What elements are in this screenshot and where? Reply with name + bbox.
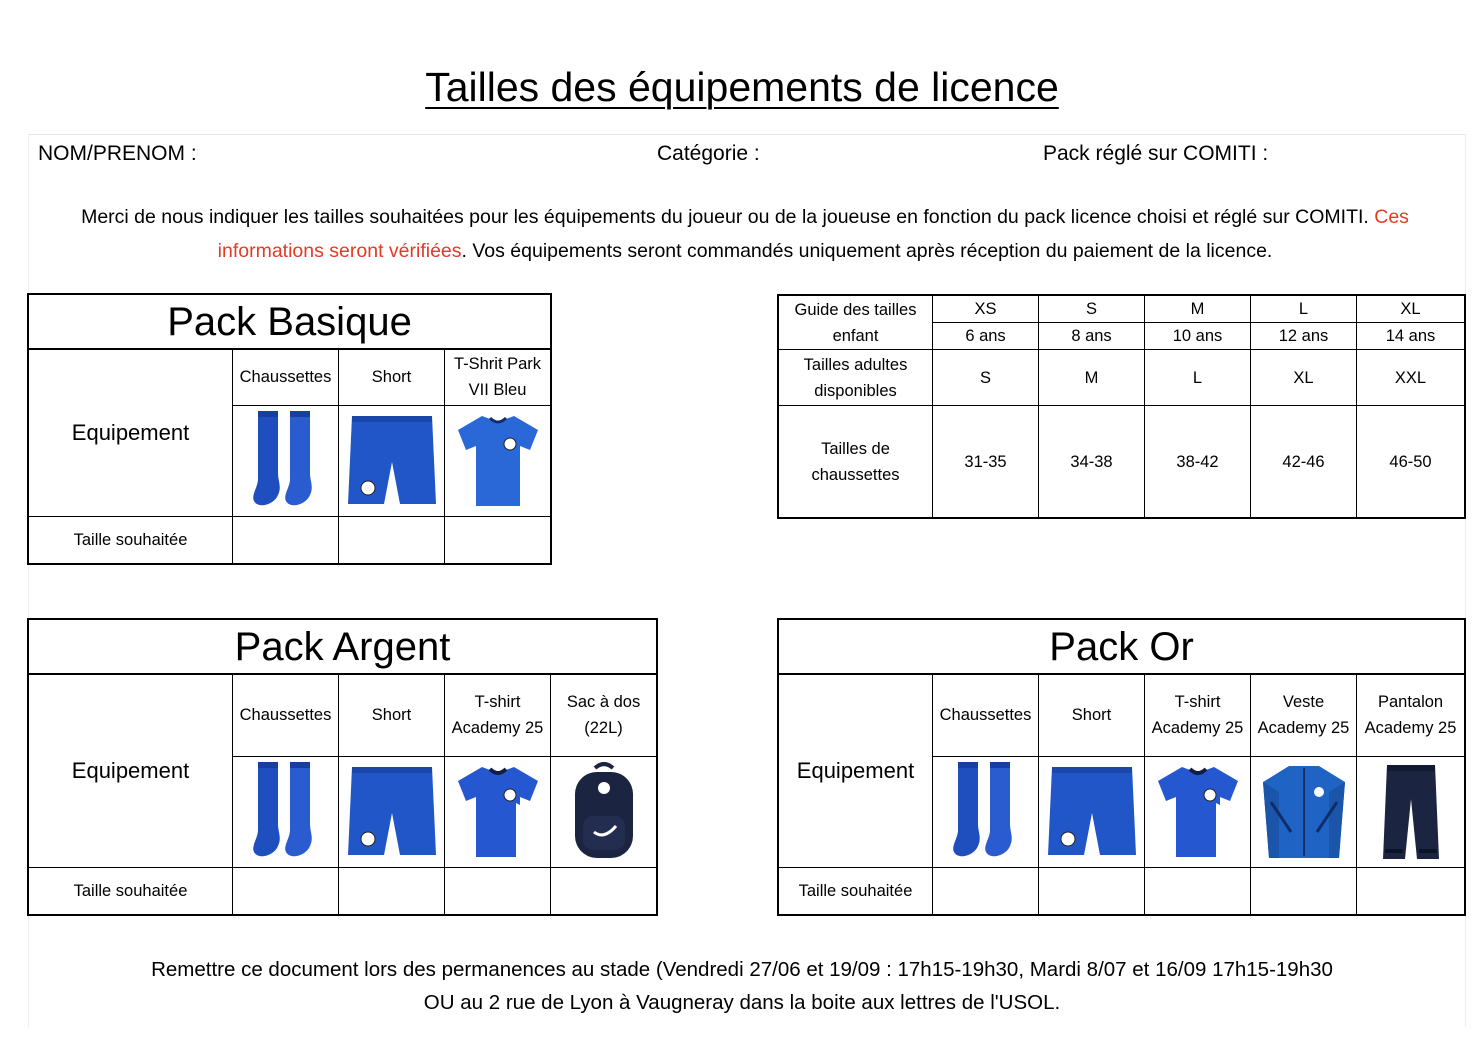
pack-paid-field-label: Pack réglé sur COMITI : (1043, 142, 1269, 165)
short-image (339, 756, 445, 867)
pack-or-size-input-jacket[interactable] (1251, 867, 1357, 914)
guide-age-6: 6 ans (933, 323, 1039, 350)
guide-adult-label: Tailles adultes disponibles (779, 350, 933, 406)
pack-or-size-input-pants[interactable] (1357, 867, 1465, 914)
guide-socks-2: 34-38 (1039, 406, 1145, 518)
pack-argent-item-short: Short (339, 674, 445, 756)
guide-socks-label: Tailles de chaussettes (779, 406, 933, 518)
pack-argent-item-tshirt: T-shirt Academy 25 (445, 674, 551, 756)
backpack-image (551, 756, 657, 867)
pack-basique-item-socks: Chaussettes (233, 349, 339, 405)
guide-adult-xl: XL (1251, 350, 1357, 406)
pack-or-equipment-label: Equipement (779, 674, 933, 867)
guide-socks-4: 42-46 (1251, 406, 1357, 518)
pack-or-size-input-socks[interactable] (933, 867, 1039, 914)
pack-basique-table (28, 294, 551, 564)
guide-age-14: 14 ans (1357, 323, 1465, 350)
pack-basique-size-input-socks[interactable] (233, 516, 339, 563)
short-image (339, 405, 445, 516)
page-title: Tailles des équipements de licence (425, 64, 1059, 110)
guide-adult-m: M (1039, 350, 1145, 406)
pack-argent-item-socks: Chaussettes (233, 674, 339, 756)
pack-basique-item-short: Short (339, 349, 445, 405)
short-image (1039, 756, 1145, 867)
pack-argent-size-input-backpack[interactable] (551, 867, 657, 914)
guide-socks-1: 31-35 (933, 406, 1039, 518)
footer-line-1: Remettre ce document lors des permanences au stade (Vendredi 27/06 et 19/09 : 17h15-19h30, Mardi 8/07 et 16/09 17h15-19h30 (151, 958, 1333, 981)
pack-or-title: Pack Or (779, 620, 1465, 675)
guide-size-m: M (1145, 296, 1251, 323)
intro-text-2: . Vos équipements seront commandés uniquement après réception du paiement de la licence. (461, 240, 1273, 262)
guide-child-label: Guide des tailles enfant (779, 296, 933, 350)
guide-socks-5: 46-50 (1357, 406, 1465, 518)
pack-or-item-short: Short (1039, 674, 1145, 756)
pack-basique-title: Pack Basique (29, 295, 551, 350)
tshirt-academy-image (445, 756, 551, 867)
guide-adult-l: L (1145, 350, 1251, 406)
category-field-label: Catégorie : (657, 142, 760, 165)
pack-or-item-pants: Pantalon Academy 25 (1357, 674, 1465, 756)
pack-or-item-jacket: Veste Academy 25 (1251, 674, 1357, 756)
jacket-image (1251, 756, 1357, 867)
guide-adult-xxl: XXL (1357, 350, 1465, 406)
guide-age-12: 12 ans (1251, 323, 1357, 350)
pack-argent-size-label: Taille souhaitée (29, 867, 233, 914)
pack-basique-size-input-tshirt[interactable] (445, 516, 551, 563)
guide-socks-3: 38-42 (1145, 406, 1251, 518)
footer-instructions (20, 953, 1464, 1019)
pack-argent-equipment-label: Equipement (29, 674, 233, 867)
socks-image (233, 405, 339, 516)
pack-basique-size-label: Taille souhaitée (29, 516, 233, 563)
pack-argent-table (28, 619, 657, 915)
guide-age-10: 10 ans (1145, 323, 1251, 350)
pack-or-item-socks: Chaussettes (933, 674, 1039, 756)
pack-basique-size-input-short[interactable] (339, 516, 445, 563)
guide-size-xl: XL (1357, 296, 1465, 323)
pack-or-size-label: Taille souhaitée (779, 867, 933, 914)
guide-age-8: 8 ans (1039, 323, 1145, 350)
tshirt-academy-image (1145, 756, 1251, 867)
intro-paragraph (40, 200, 1450, 268)
size-guide-table (778, 295, 1465, 518)
pack-argent-size-input-short[interactable] (339, 867, 445, 914)
socks-image (233, 756, 339, 867)
tshirt-image (445, 405, 551, 516)
pack-or-item-tshirt: T-shirt Academy 25 (1145, 674, 1251, 756)
guide-size-xs: XS (933, 296, 1039, 323)
pack-basique-item-tshirt: T-Shrit Park VII Bleu (445, 349, 551, 405)
pack-or-table (778, 619, 1465, 915)
guide-size-l: L (1251, 296, 1357, 323)
pack-argent-size-input-tshirt[interactable] (445, 867, 551, 914)
guide-adult-s: S (933, 350, 1039, 406)
footer-line-2: OU au 2 rue de Lyon à Vaugneray dans la boite aux lettres de l'USOL. (423, 991, 1061, 1014)
pack-argent-title: Pack Argent (29, 620, 657, 675)
pants-image (1357, 756, 1465, 867)
pack-basique-equipment-label: Equipement (29, 349, 233, 516)
intro-text-1: Merci de nous indiquer les tailles souhaitées pour les équipements du joueur ou de la joueuse en fonction du pack licence choisi et réglé sur COMITI. (81, 206, 1369, 228)
pack-argent-size-input-socks[interactable] (233, 867, 339, 914)
pack-or-size-input-tshirt[interactable] (1145, 867, 1251, 914)
pack-argent-item-backpack: Sac à dos (22L) (551, 674, 657, 756)
intro-highlight: Ces informations seront vérifiées (217, 206, 1409, 262)
socks-image (933, 756, 1039, 867)
pack-or-size-input-short[interactable] (1039, 867, 1145, 914)
name-field-label: NOM/PRENOM : (38, 142, 197, 165)
guide-size-s: S (1039, 296, 1145, 323)
